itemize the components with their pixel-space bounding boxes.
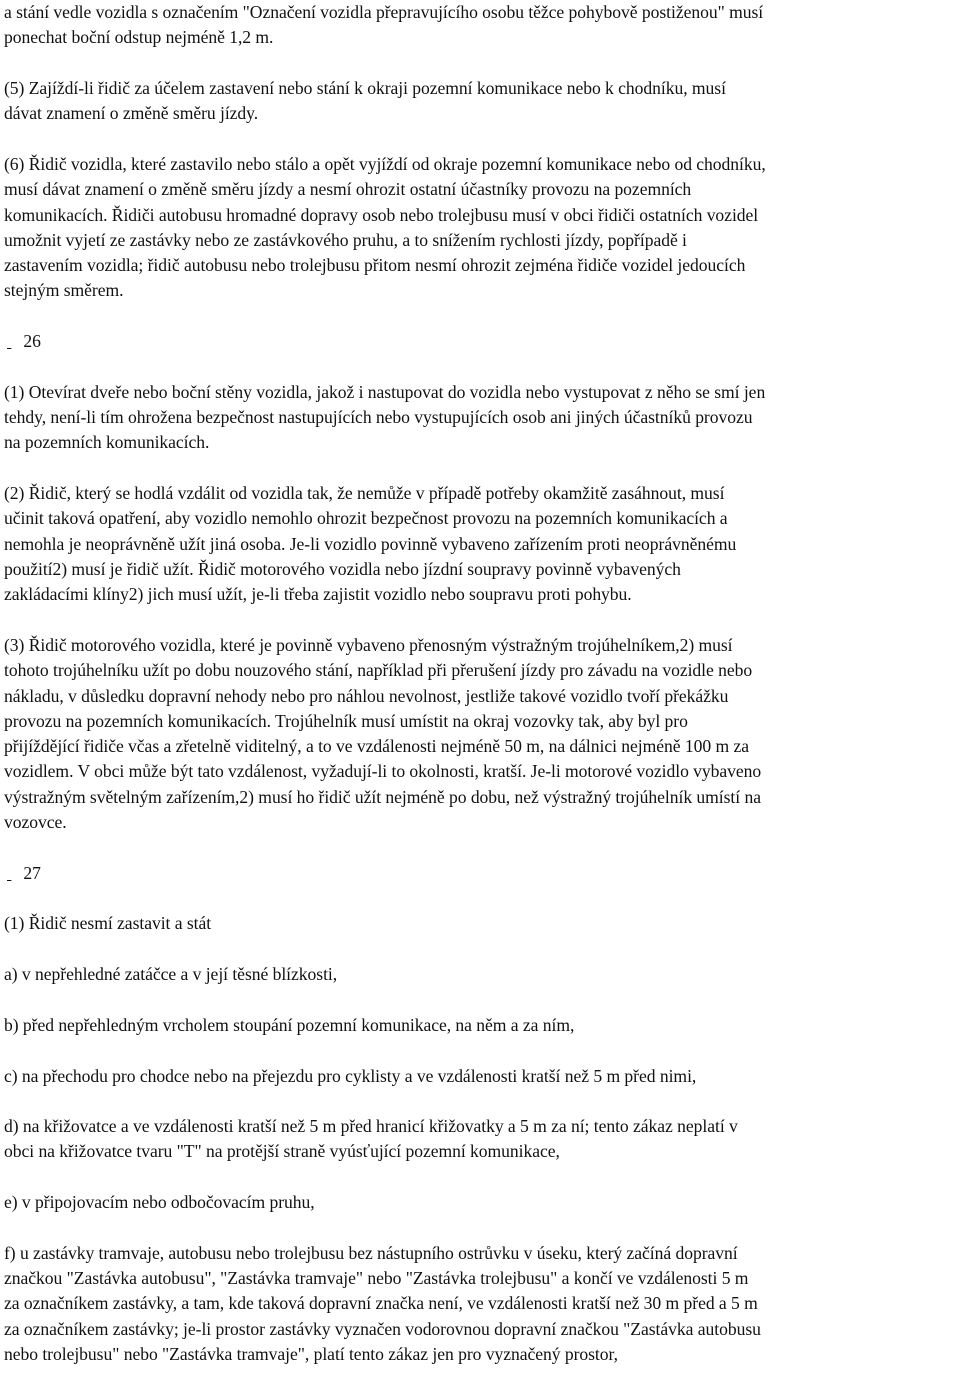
paragraph-line: (6) Řidič vozidla, které zastavilo nebo stálo a opět vyjíždí od okraje pozemní komunikace nebo od chodníku, — [4, 153, 766, 174]
paragraph-line: tohoto trojúhelníku užít po dobu nouzového stání, například při přerušení jízdy pro závadu na vozidle nebo — [4, 660, 753, 681]
paragraph-line: (3) Řidič motorového vozidla, které je povinně vybaveno přenosným výstražným trojúhelníkem,2) musí — [4, 634, 733, 655]
paragraph-line: stejným směrem. — [4, 280, 124, 301]
section-heading — [4, 861, 959, 886]
document-body — [4, 0, 959, 1393]
section-number: 27 — [23, 862, 41, 883]
paragraph-line: za označníkem zastávky; je-li prostor zastávky vyznačen vodorovnou dopravní značkou "Zastávka autobusu — [4, 1318, 761, 1339]
paragraph — [4, 1190, 959, 1215]
paragraph-line: zakládacími klíny2) jich musí užít, je-li třeba zajistit vozidlo nebo soupravu proti pohybu. — [4, 584, 632, 605]
section-sign-icon — [7, 861, 19, 886]
paragraph-line: tehdy, není-li tím ohrožena bezpečnost nastupujících nebo vystupujících osob ani jiných účastníků provozu — [4, 407, 753, 428]
paragraph-line: učinit taková opatření, aby vozidlo nemohlo ohrozit bezpečnost provozu na pozemních komunikacích a — [4, 508, 728, 529]
paragraph-line: (5) Zajíždí-li řidič za účelem zastavení nebo stání k okraji pozemní komunikace nebo k chodníku, musí — [4, 77, 726, 98]
paragraph — [4, 380, 959, 456]
paragraph-line: přijíždějící řidiče včas a zřetelně viditelný, a to ve vzdálenosti nejméně 50 m, na dálnici nejméně 100 m za — [4, 736, 749, 757]
paragraph — [4, 1241, 959, 1367]
paragraph-line: e) v připojovacím nebo odbočovacím pruhu, — [4, 1192, 315, 1213]
paragraph — [4, 76, 959, 127]
paragraph — [4, 962, 959, 987]
paragraph-line: d) na křižovatce a ve vzdálenosti kratší než 5 m před hranicí křižovatky a 5 m za ní; tento zákaz neplatí v — [4, 1116, 738, 1137]
paragraph-line: komunikacích. Řidiči autobusu hromadné dopravy osob nebo trolejbusu musí v obci řidiči ostatních vozidel — [4, 204, 759, 225]
paragraph-line: značkou "Zastávka autobusu", "Zastávka tramvaje" nebo "Zastávka trolejbusu" a končí ve vzdálenosti 5 m — [4, 1268, 749, 1289]
paragraph-line: vozidlem. V obci může být tato vzdálenost, vyžadují-li to okolnosti, kratší. Je-li motorové vozidlo vybaveno — [4, 761, 762, 782]
paragraph-line: c) na přechodu pro chodce nebo na přejezdu pro cyklisty a ve vzdálenosti kratší než 5 m před nimi, — [4, 1065, 697, 1086]
section-number: 26 — [23, 331, 41, 352]
paragraph-line: a stání vedle vozidla s označením "Označení vozidla přepravujícího osobu těžce pohybově postiženou" musí — [4, 2, 764, 22]
paragraph-line: nákladu, v důsledku dopravní nehody nebo pro náhlou nevolnost, jestliže takové vozidlo tvoří překážku — [4, 685, 729, 706]
paragraph-line: použití2) musí je řidič užít. Řidič motorového vozidla nebo jízdní soupravy povinně vybavených — [4, 559, 681, 579]
paragraph-line: nemohla je neoprávněně užít jiná osoba. Je-li vozidlo povinně vybaveno zařízením proti neoprávněnému — [4, 533, 737, 554]
paragraph-line: výstražným světelným zařízením,2) musí ho řidič užít nejméně po dobu, než výstražný trojúhelník umístí na — [4, 786, 761, 807]
paragraph-line: zastavením vozidla; řidič autobusu nebo trolejbusu přitom nesmí ohrozit zejména řidiče vozidel jedoucích — [4, 255, 746, 276]
section-sign-icon — [7, 329, 19, 354]
paragraph-line: provozu na pozemních komunikacích. Trojúhelník musí umístit na okraj vozovky tak, aby byl pro — [4, 710, 688, 731]
paragraph-line: na pozemních komunikacích. — [4, 432, 210, 453]
paragraph-line: dávat znamení o změně směru jízdy. — [4, 103, 259, 124]
paragraph-line: ponechat boční odstup nejméně 1,2 m. — [4, 27, 274, 48]
paragraph-line: vozovce. — [4, 812, 67, 833]
paragraph-line: a) v nepřehledné zatáčce a v její těsné blízkosti, — [4, 964, 338, 985]
paragraph-line: f) u zastávky tramvaje, autobusu nebo trolejbusu bez nástupního ostrůvku v úseku, který začíná dopravní — [4, 1242, 738, 1263]
paragraph — [4, 0, 959, 51]
paragraph — [4, 911, 959, 936]
paragraph — [4, 1114, 959, 1165]
paragraph-line: umožnit vyjetí ze zastávky nebo ze zastávkového pruhu, a to snížením rychlosti jízdy, popřípadě i — [4, 229, 687, 250]
section-heading — [4, 329, 959, 354]
paragraph-line: obci na křižovatce tvaru "T" na protější straně vyúsťující pozemní komunikace, — [4, 1141, 560, 1162]
paragraph — [4, 1064, 959, 1089]
paragraph-line: za označníkem zastávky, a tam, kde taková dopravní značka není, ve vzdálenosti kratší než 30 m před a 5 m — [4, 1293, 758, 1314]
paragraph — [4, 1013, 959, 1038]
paragraph — [4, 633, 959, 835]
paragraph-line: nebo trolejbusu" nebo "Zastávka tramvaje", platí tento zákaz jen pro vyznačený prostor, — [4, 1344, 618, 1365]
paragraph-line: (1) Řidič nesmí zastavit a stát — [4, 913, 212, 934]
paragraph — [4, 152, 959, 304]
paragraph — [4, 481, 959, 607]
paragraph-line: musí dávat znamení o změně směru jízdy a nesmí ohrozit ostatní účastníky provozu na pozemních — [4, 179, 692, 200]
paragraph-line: (2) Řidič, který se hodlá vzdálit od vozidla tak, že nemůže v případě potřeby okamžitě zasáhnout, musí — [4, 483, 725, 504]
paragraph-line: b) před nepřehledným vrcholem stoupání pozemní komunikace, na něm a za ním, — [4, 1014, 575, 1035]
paragraph-line: (1) Otevírat dveře nebo boční stěny vozidla, jakož i nastupovat do vozidla nebo vystupovat z něho se smí jen — [4, 381, 766, 402]
